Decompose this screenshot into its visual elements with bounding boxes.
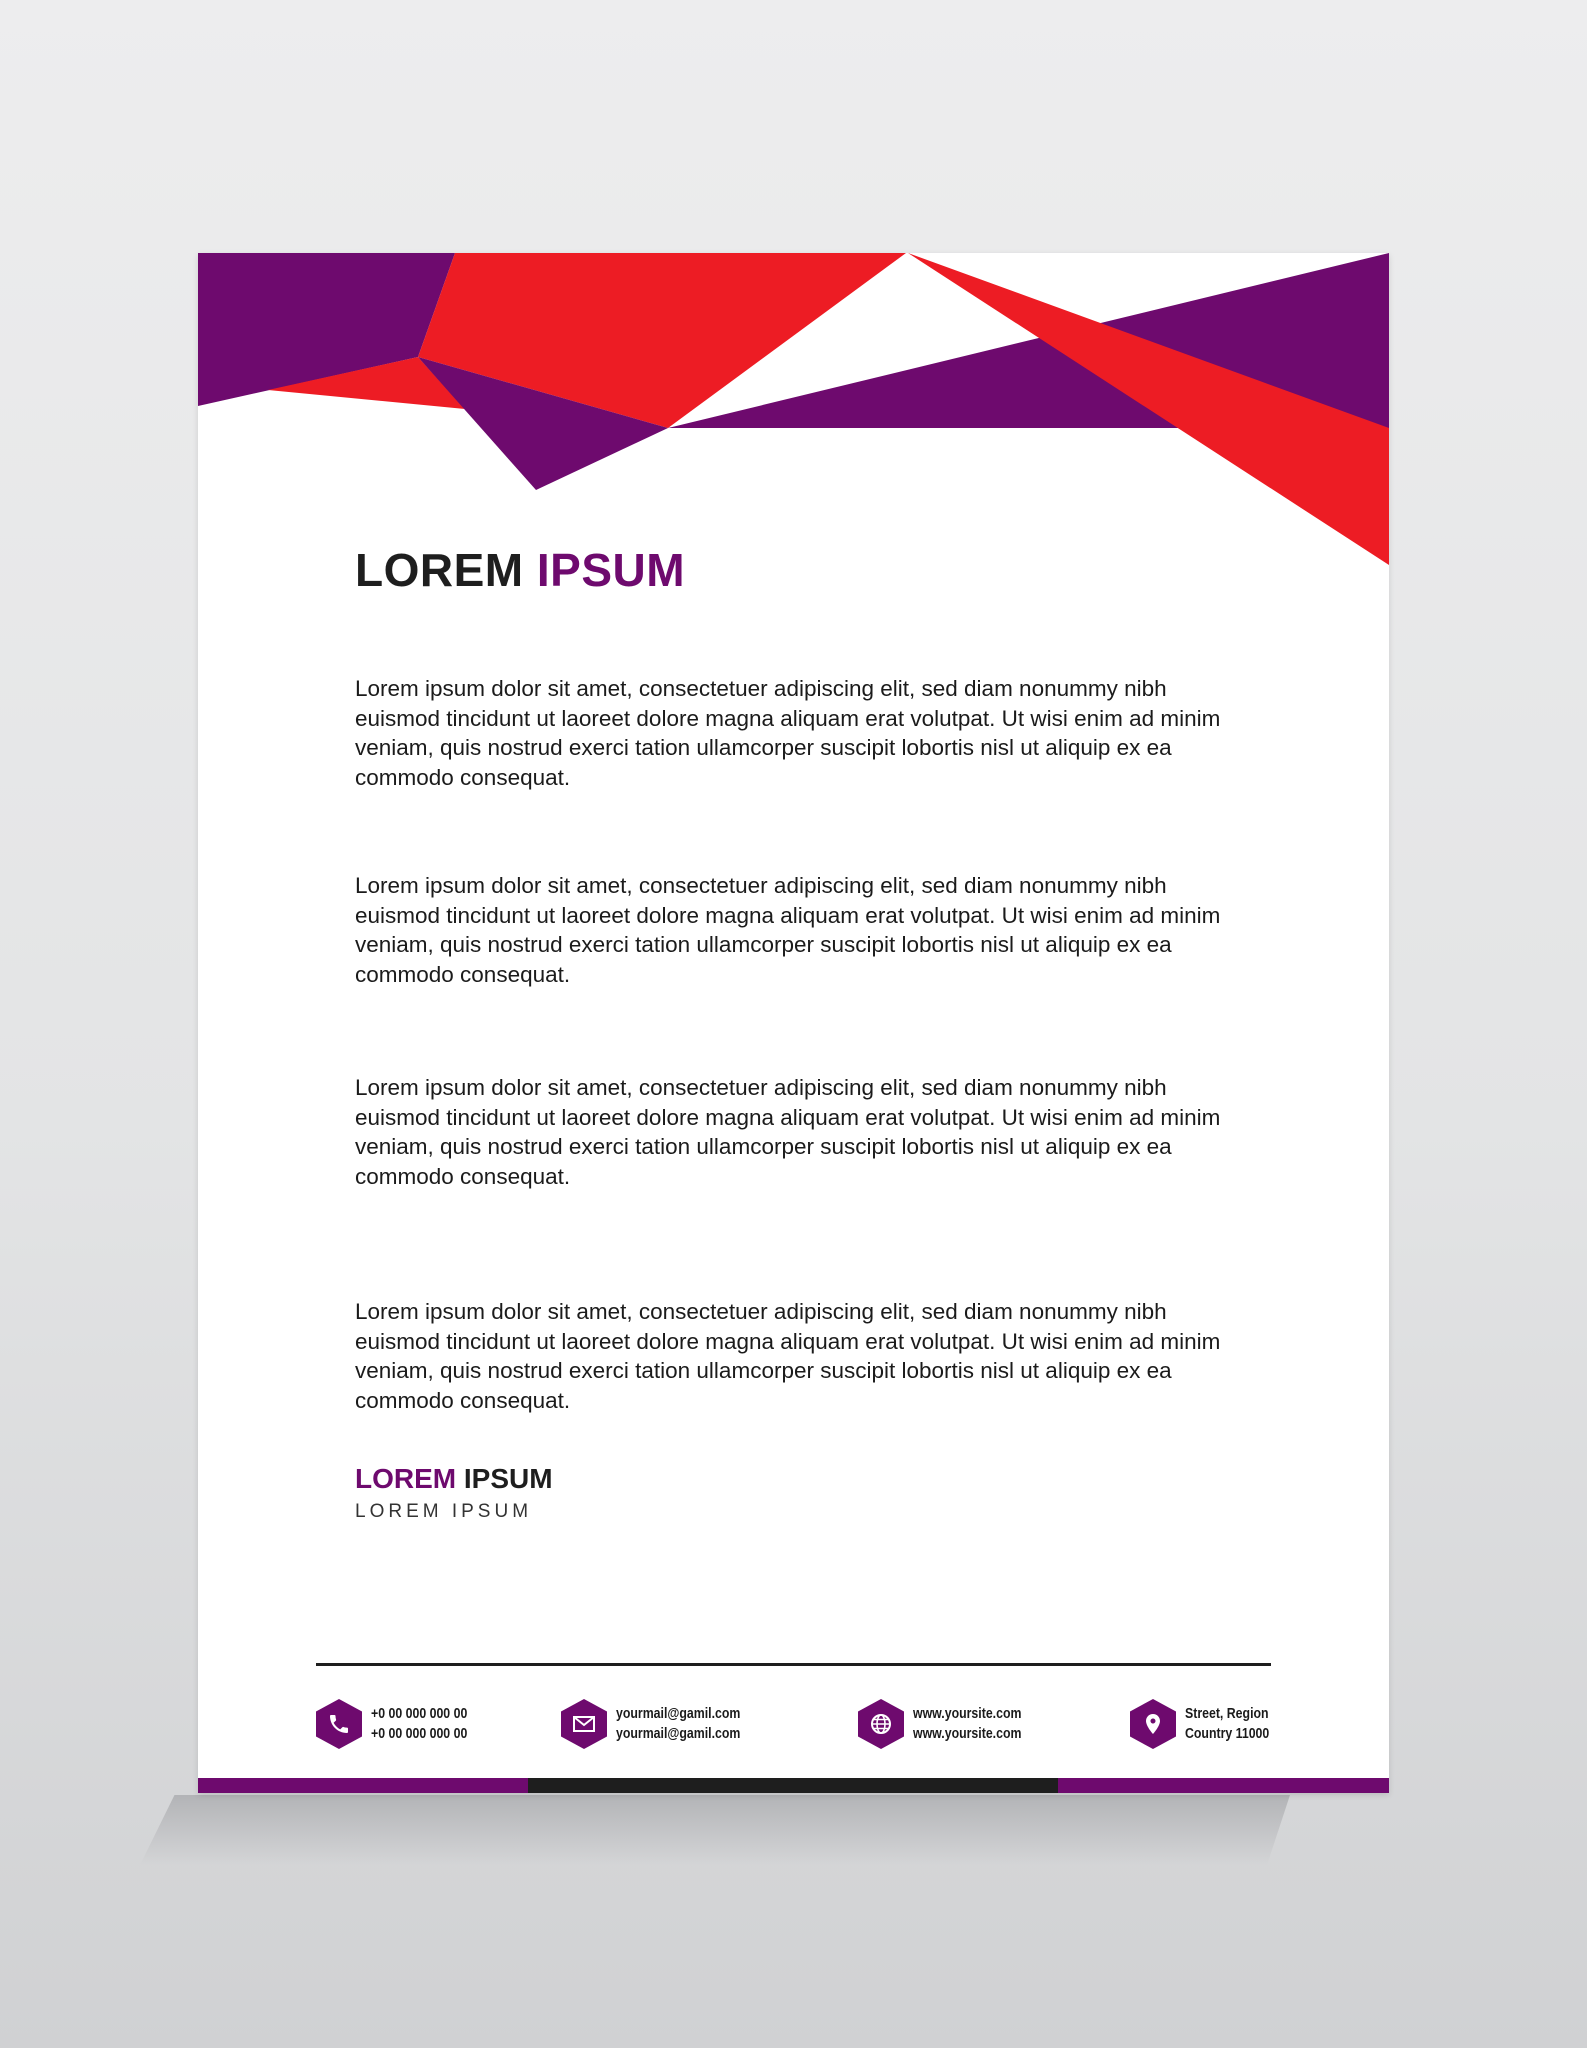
address-line-2: Country 11000 <box>1185 1726 1270 1742</box>
body-paragraph-3: Lorem ipsum dolor sit amet, consectetuer adipiscing elit, sed diam nonummy nibh euismod tincidunt ut laoreet dolore magna aliquam erat volutpat. Ut wisi enim ad minim veniam, quis nostrud exerci tation ullamcorper suscipit lobortis nisl ut aliquip ex ea commodo consequat. <box>355 1075 1221 1189</box>
letterhead-sheet <box>198 253 1389 1793</box>
signature-name <box>355 1463 553 1495</box>
footer-divider <box>316 1663 1271 1666</box>
phone-line-1: +0 00 000 000 00 <box>371 1706 468 1722</box>
body-paragraph-2: Lorem ipsum dolor sit amet, consectetuer adipiscing elit, sed diam nonummy nibh euismod tincidunt ut laoreet dolore magna aliquam erat volutpat. Ut wisi enim ad minim veniam, quis nostrud exerci tation ullamcorper suscipit lobortis nisl ut aliquip ex ea commodo consequat. <box>355 873 1221 987</box>
letter-title-accent: IPSUM <box>536 544 686 596</box>
contact-address-text <box>1185 1704 1269 1744</box>
contact-phone-text <box>371 1704 467 1744</box>
email-line-2: yourmail@gamil.com <box>616 1726 741 1742</box>
letter-title-dark: LOREM <box>355 544 524 596</box>
body-paragraph-4: Lorem ipsum dolor sit amet, consectetuer adipiscing elit, sed diam nonummy nibh euismod tincidunt ut laoreet dolore magna aliquam erat volutpat. Ut wisi enim ad minim veniam, quis nostrud exerci tation ullamcorper suscipit lobortis nisl ut aliquip ex ea commodo consequat. <box>355 1299 1221 1413</box>
signature-name-dark: IPSUM <box>463 1463 553 1494</box>
body-paragraph-1: Lorem ipsum dolor sit amet, consectetuer adipiscing elit, sed diam nonummy nibh euismod tincidunt ut laoreet dolore magna aliquam erat volutpat. Ut wisi enim ad minim veniam, quis nostrud exerci tation ullamcorper suscipit lobortis nisl ut aliquip ex ea commodo consequat. <box>355 676 1221 790</box>
bottom-bar-purple-left <box>198 1778 528 1793</box>
globe-icon <box>858 1699 904 1749</box>
contact-email-text <box>616 1704 740 1744</box>
email-line-1: yourmail@gamil.com <box>616 1706 741 1722</box>
bottom-bar-purple-right <box>1058 1778 1389 1793</box>
header-polygon-art <box>198 253 1389 573</box>
location-pin-icon <box>1130 1699 1176 1749</box>
sheet-shadow <box>140 1795 1290 1865</box>
mail-icon <box>561 1699 607 1749</box>
bottom-bar-dark-center <box>528 1778 1058 1793</box>
signature-subtitle: LOREM IPSUM <box>355 1501 533 1522</box>
bottom-color-bar <box>198 1778 1389 1793</box>
address-line-1: Street, Region <box>1185 1706 1269 1722</box>
phone-line-2: +0 00 000 000 00 <box>371 1726 468 1742</box>
contact-website-text <box>913 1704 1021 1744</box>
phone-icon <box>316 1699 362 1749</box>
website-line-1: www.yoursite.com <box>913 1706 1022 1722</box>
letter-title <box>355 543 685 597</box>
website-line-2: www.yoursite.com <box>913 1726 1022 1742</box>
signature-name-accent: LOREM <box>355 1463 457 1494</box>
